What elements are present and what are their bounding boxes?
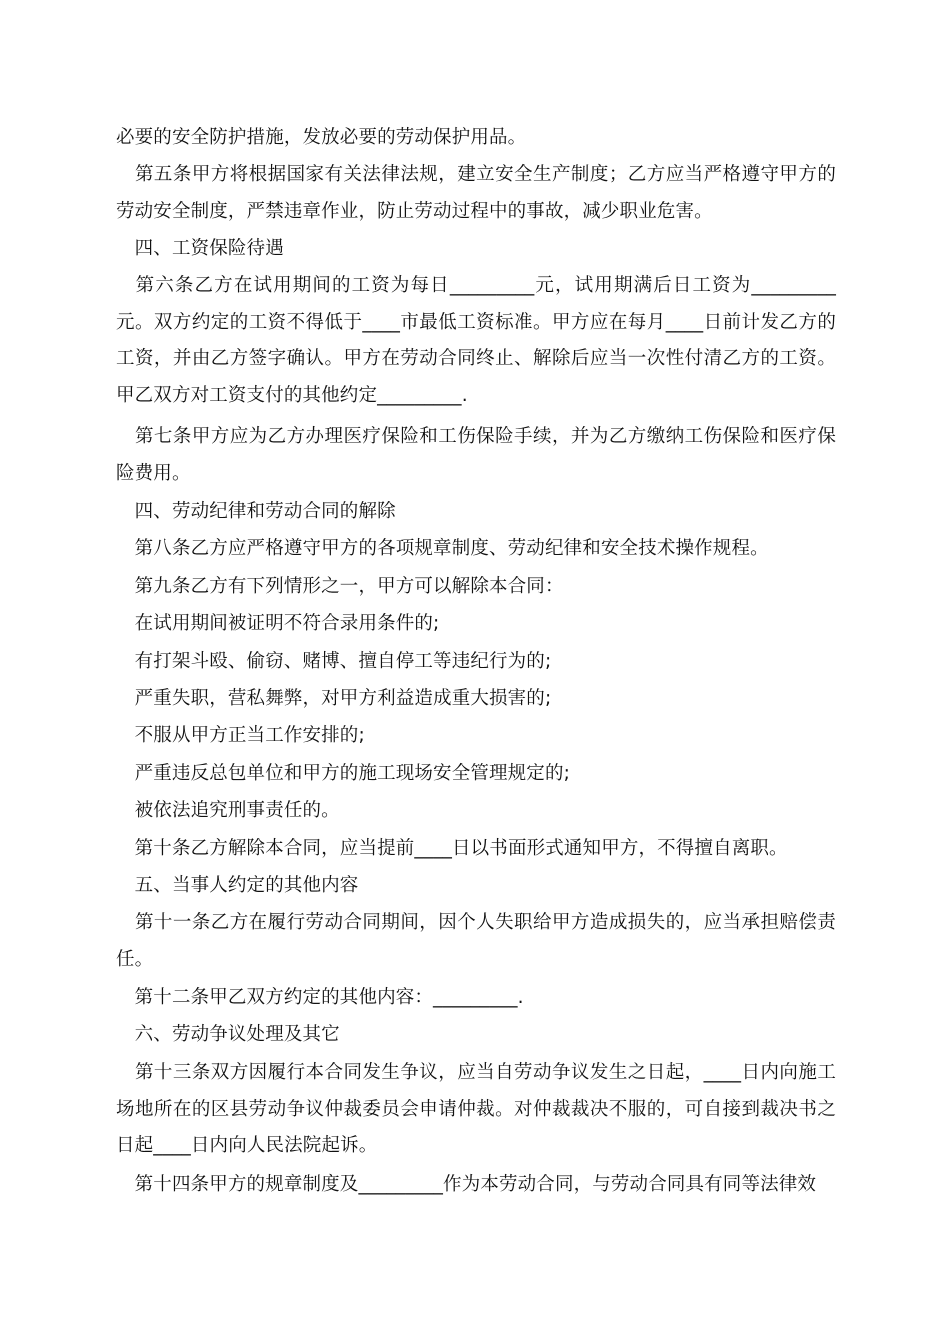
paragraph-article-7: 第七条甲方应为乙方办理医疗保险和工伤保险手续，并为乙方缴纳工伤保险和医疗保险费用。 xyxy=(116,426,836,484)
paragraph-article-9: 第九条乙方有下列情形之一，甲方可以解除本合同： xyxy=(116,576,564,597)
section-heading-wages: 四、工资保险待遇 xyxy=(116,238,284,259)
paragraph-article-11: 第十一条乙方在履行劳动合同期间，因个人失职给甲方造成损失的，应当承担赔偿责任。 xyxy=(116,912,836,970)
paragraph-article-14: 第十四条甲方的规章制度及_________作为本劳动合同，与劳动合同具有同等法律效 xyxy=(116,1174,817,1195)
list-item-disobedience: 不服从甲方正当工作安排的; xyxy=(116,725,365,746)
paragraph-1: 必要的安全防护措施，发放必要的劳动保护用品。 xyxy=(116,127,527,148)
paragraph-article-6: 第六条乙方在试用期间的工资为每日_________元，试用期满后日工资为_________元。双方约定的工资不得低于____市最低工资标准。甲方应在每月____日前计发乙方的工资，并由乙方签字确认。甲方在劳动合同终止、解除后应当一次性付清乙方的工资。甲乙双方对工资支付的其他约定_________. xyxy=(116,275,836,407)
paragraph-article-10: 第十条乙方解除本合同，应当提前____日以书面形式通知甲方，不得擅自离职。 xyxy=(116,838,788,859)
section-heading-disputes: 六、劳动争议处理及其它 xyxy=(116,1024,340,1045)
list-item-negligence: 严重失职，营私舞弊，对甲方利益造成重大损害的; xyxy=(116,688,552,709)
list-item-misconduct: 有打架斗殴、偷窃、赌博、擅自停工等违纪行为的; xyxy=(116,651,552,672)
section-heading-other-content: 五、当事人约定的其他内容 xyxy=(116,875,359,896)
section-heading-discipline: 四、劳动纪律和劳动合同的解除 xyxy=(116,501,396,522)
paragraph-article-13: 第十三条双方因履行本合同发生争议，应当自劳动争议发生之日起，____日内向施工场地所在的区县劳动争议仲裁委员会申请仲裁。对仲裁裁决不服的，可自接到裁决书之日起____日内向人民法院起诉。 xyxy=(116,1062,836,1157)
list-item-safety-violation: 严重违反总包单位和甲方的施工现场安全管理规定的; xyxy=(116,763,570,784)
paragraph-article-5: 第五条甲方将根据国家有关法律法规，建立安全生产制度；乙方应当严格遵守甲方的劳动安全制度，严禁违章作业，防止劳动过程中的事故，减少职业危害。 xyxy=(116,164,836,222)
paragraph-article-12: 第十二条甲乙双方约定的其他内容：_________. xyxy=(116,987,524,1008)
list-item-criminal: 被依法追究刑事责任的。 xyxy=(116,800,340,821)
paragraph-article-8: 第八条乙方应严格遵守甲方的各项规章制度、劳动纪律和安全技术操作规程。 xyxy=(116,538,769,559)
list-item-probation: 在试用期间被证明不符合录用条件的; xyxy=(116,613,440,634)
